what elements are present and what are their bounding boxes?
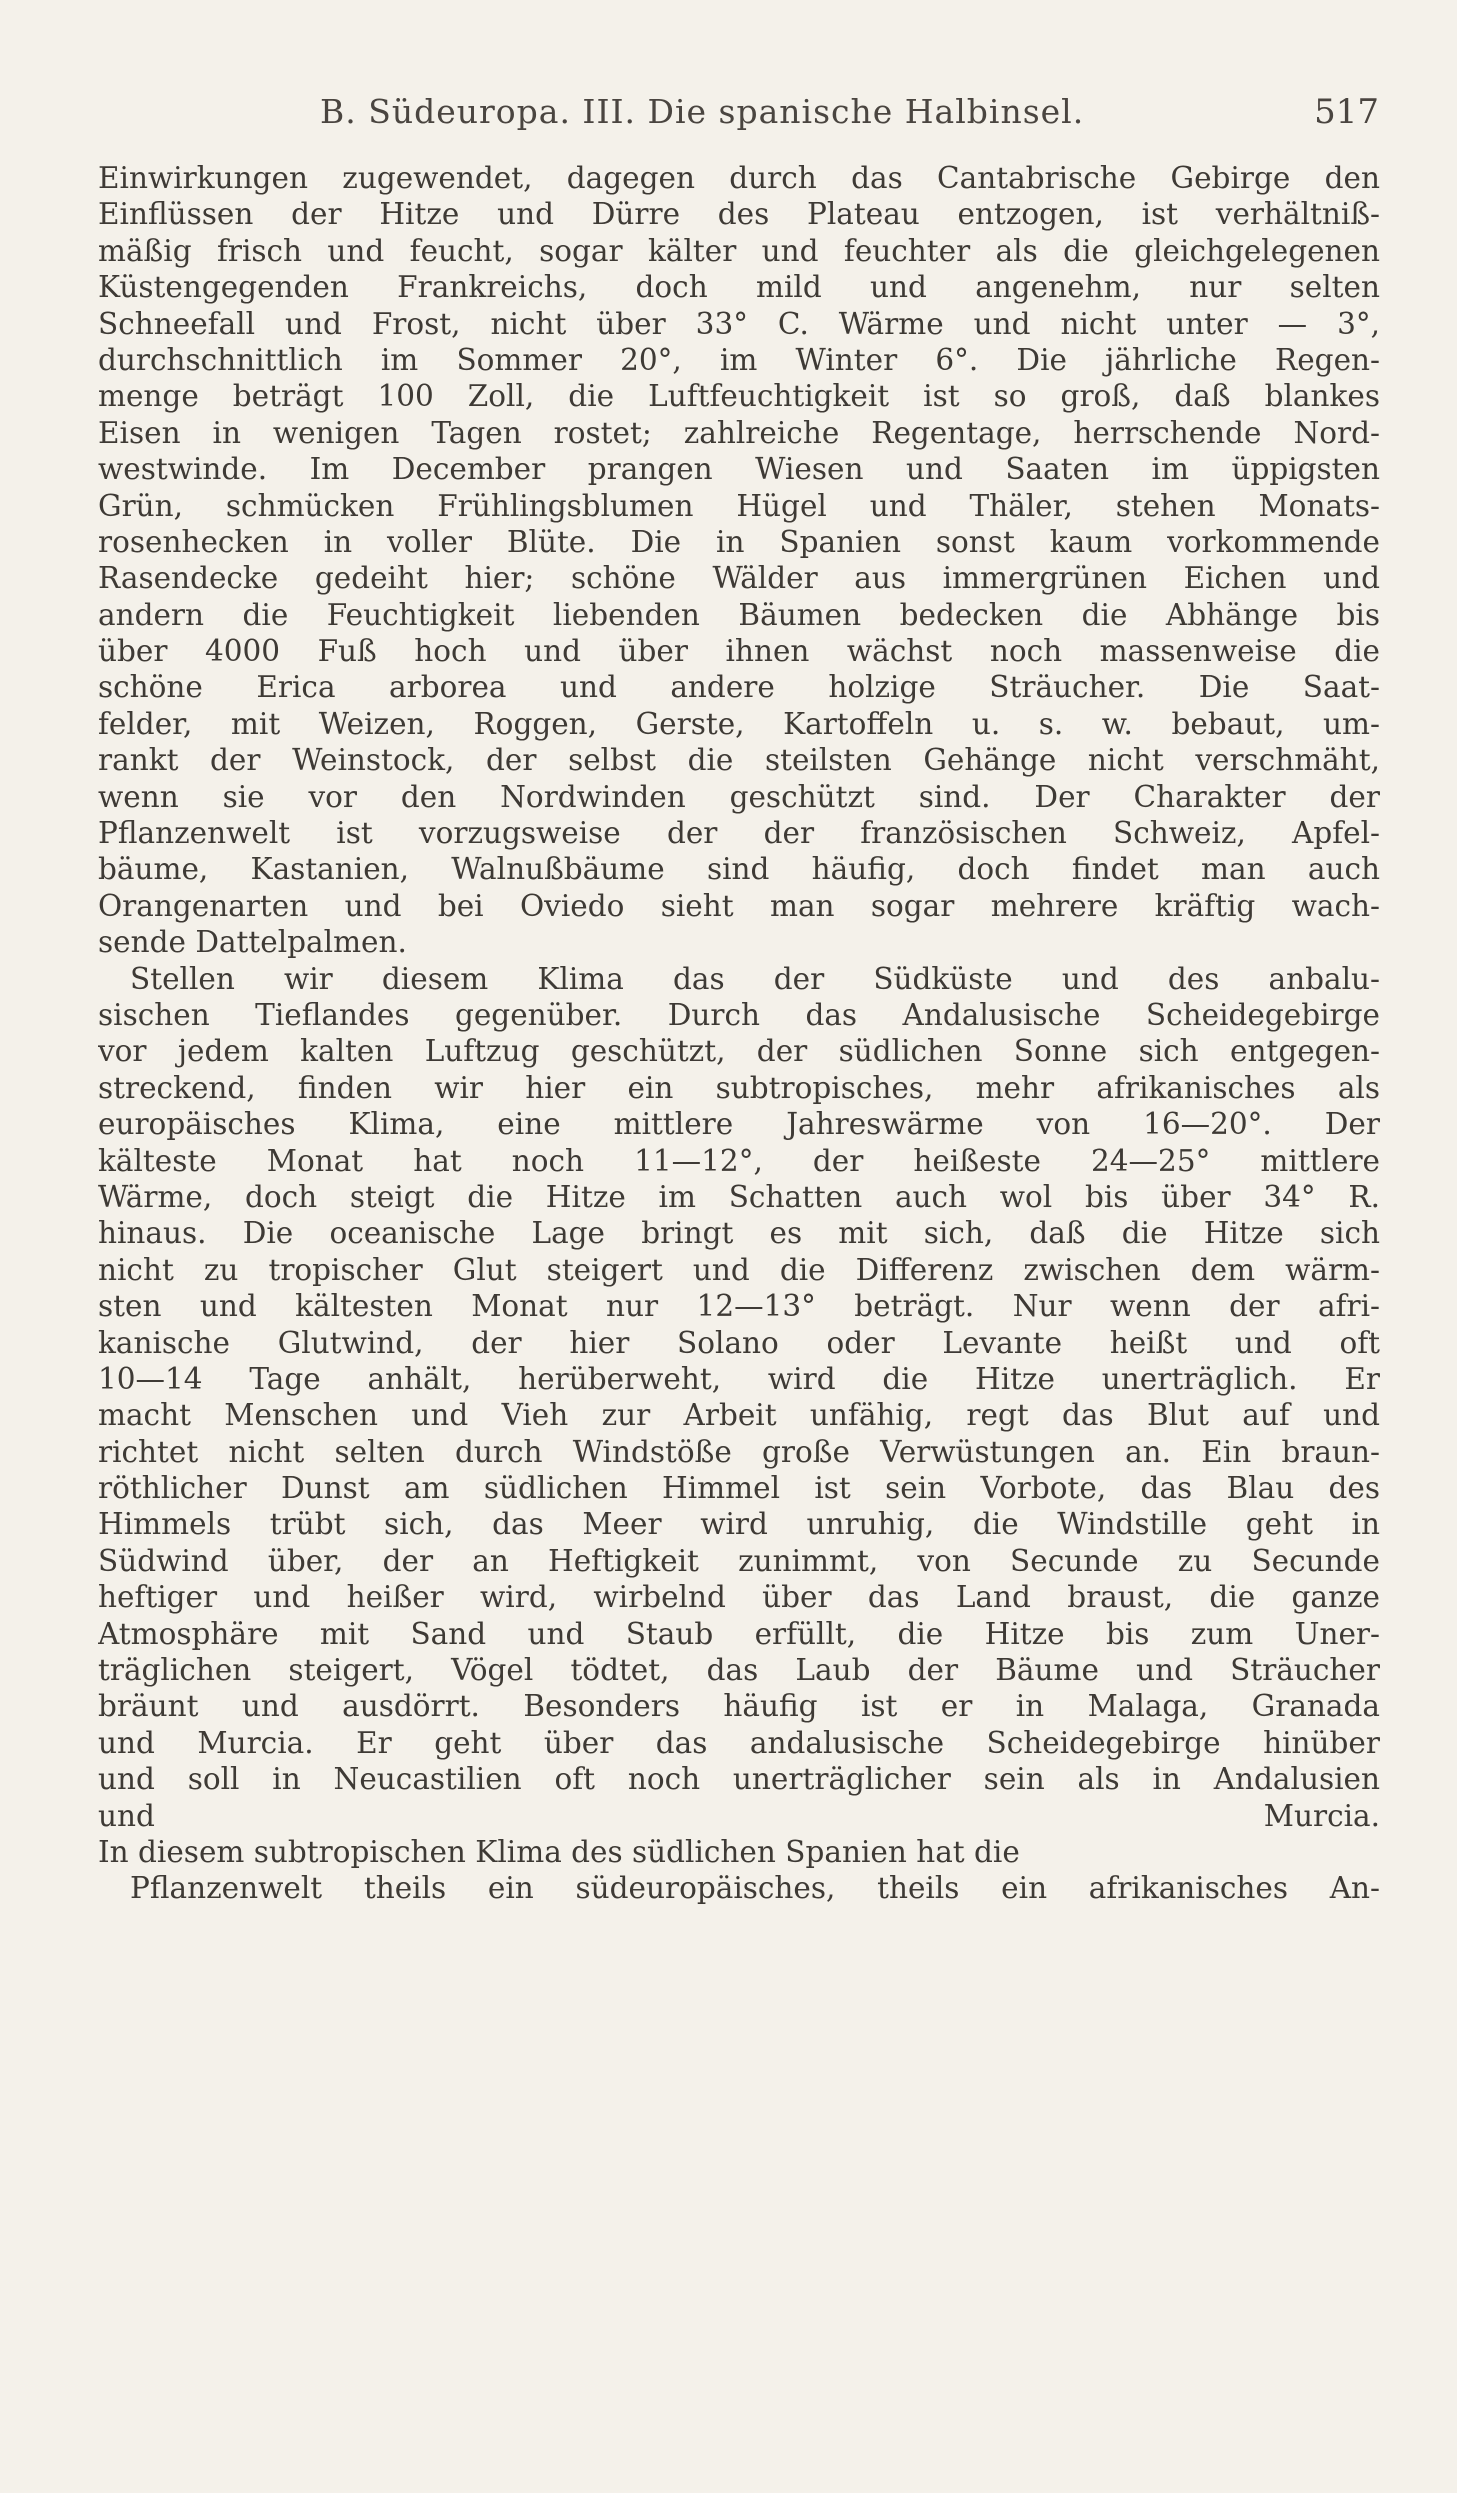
text-line: Orangenarten und bei Oviedo sieht man sogar mehrere kräftig wach- xyxy=(98,888,1380,923)
text-line: heftiger und heißer wird, wirbelnd über das Land braust, die ganze xyxy=(98,1580,1380,1615)
text-line: Küstengegenden Frankreichs, doch mild und angenehm, nur selten xyxy=(98,270,1380,305)
text-line: andern die Feuchtigkeit liebenden Bäumen bedecken die Abhänge bis xyxy=(98,597,1380,632)
text-line: menge beträgt 100 Zoll, die Luftfeuchtigkeit ist so groß, daß blankes xyxy=(98,379,1380,414)
text-line: rosenhecken in voller Blüte. Die in Spanien sonst kaum vorkommende xyxy=(98,524,1380,559)
text-line: und Murcia. xyxy=(98,1798,1380,1833)
text-line xyxy=(98,1907,1380,1943)
text-line: kanische Glutwind, der hier Solano oder Levante heißt und oft xyxy=(98,1325,1380,1360)
text-line: bräunt und ausdörrt. Besonders häufig ist er in Malaga, Granada xyxy=(98,1689,1380,1724)
text-line: nicht zu tropischer Glut steigert und die Differenz zwischen dem wärm- xyxy=(98,1252,1380,1287)
text-line: Einwirkungen zugewendet, dagegen durch das Cantabrische Gebirge den xyxy=(98,161,1380,195)
text-line: sende Dattelpalmen. xyxy=(98,925,407,960)
text-line: richtet nicht selten durch Windstöße große Verwüstungen an. Ein braun- xyxy=(98,1434,1380,1469)
text-line: röthlicher Dunst am südlichen Himmel ist sein Vorbote, das Blau des xyxy=(98,1471,1380,1506)
text-line: westwinde. Im December prangen Wiesen und Saaten im üppigsten xyxy=(98,452,1380,487)
text-line: macht Menschen und Vieh zur Arbeit unfähig, regt das Blut auf und xyxy=(98,1398,1380,1433)
text-line: Rasendecke gedeiht hier; schöne Wälder aus immergrünen Eichen und xyxy=(98,561,1380,596)
body-text xyxy=(98,160,1380,1943)
text-line: 10—14 Tage anhält, herüberweht, wird die Hitze unerträglich. Er xyxy=(98,1361,1380,1396)
text-line: In diesem subtropischen Klima des südlichen Spanien hat die xyxy=(98,1834,1020,1869)
text-line: Wärme, doch steigt die Hitze im Schatten auch wol bis über 34° R. xyxy=(98,1179,1380,1214)
text-line: streckend, finden wir hier ein subtropisches, mehr afrikanisches als xyxy=(98,1070,1380,1105)
text-line: Pflanzenwelt theils ein südeuropäisches, theils ein afrikanisches An- xyxy=(130,1871,1380,1906)
text-line: Grün, schmücken Frühlingsblumen Hügel und Thäler, stehen Monats- xyxy=(98,488,1380,523)
text-line: und soll in Neucastilien oft noch unerträglicher sein als in Andalusien xyxy=(98,1762,1380,1797)
text-line: Stellen wir diesem Klima das der Südküste und des anbalu- xyxy=(130,961,1380,996)
text-line: Eisen in wenigen Tagen rostet; zahlreiche Regentage, herrschende Nord- xyxy=(98,415,1380,450)
text-line: Südwind über, der an Heftigkeit zunimmt, von Secunde zu Secunde xyxy=(98,1543,1380,1578)
text-line: schöne Erica arborea und andere holzige Sträucher. Die Saat- xyxy=(98,670,1380,705)
text-line: felder, mit Weizen, Roggen, Gerste, Kartoffeln u. s. w. bebaut, um- xyxy=(98,706,1380,741)
text-line: Pflanzenwelt ist vorzugsweise der der französischen Schweiz, Apfel- xyxy=(98,816,1380,851)
text-line: Himmels trübt sich, das Meer wird unruhig, die Windstille geht in xyxy=(98,1507,1380,1542)
text-line: träglichen steigert, Vögel tödtet, das Laub der Bäume und Sträucher xyxy=(98,1653,1380,1688)
text-line: und Murcia. Er geht über das andalusische Scheidegebirge hinüber xyxy=(98,1725,1380,1760)
text-line: vor jedem kalten Luftzug geschützt, der südlichen Sonne sich entgegen- xyxy=(98,1034,1380,1069)
page-number: 517 xyxy=(1314,92,1379,132)
text-line: Schneefall und Frost, nicht über 33° C. Wärme und nicht unter — 3°, xyxy=(98,306,1380,341)
text-line: rankt der Weinstock, der selbst die steilsten Gehänge nicht verschmäht, xyxy=(98,743,1380,778)
text-line: Einflüssen der Hitze und Dürre des Plateau entzogen, ist verhältniß- xyxy=(98,197,1380,232)
page-header xyxy=(0,92,1457,138)
text-line: bäume, Kastanien, Walnußbäume sind häufig, doch findet man auch xyxy=(98,852,1380,887)
text-line: sischen Tieflandes gegenüber. Durch das Andalusische Scheidegebirge xyxy=(98,997,1380,1032)
text-line: kälteste Monat hat noch 11—12°, der heißeste 24—25° mittlere xyxy=(98,1143,1380,1178)
text-line: hinaus. Die oceanische Lage bringt es mit sich, daß die Hitze sich xyxy=(98,1216,1380,1251)
text-line: durchschnittlich im Sommer 20°, im Winter 6°. Die jährliche Regen- xyxy=(98,342,1380,377)
text-line: Atmosphäre mit Sand und Staub erfüllt, die Hitze bis zum Uner- xyxy=(98,1616,1380,1651)
text-line: mäßig frisch und feucht, sogar kälter und feuchter als die gleichgelegenen xyxy=(98,233,1380,268)
text-line: über 4000 Fuß hoch und über ihnen wächst noch massenweise die xyxy=(98,634,1380,669)
text-line: europäisches Klima, eine mittlere Jahreswärme von 16—20°. Der xyxy=(98,1107,1380,1142)
text-line: wenn sie vor den Nordwinden geschützt sind. Der Charakter der xyxy=(98,779,1380,814)
text-line: sten und kältesten Monat nur 12—13° beträgt. Nur wenn der afri- xyxy=(98,1289,1380,1324)
running-head: B. Südeuropa. III. Die spanische Halbinsel. xyxy=(320,92,1085,131)
